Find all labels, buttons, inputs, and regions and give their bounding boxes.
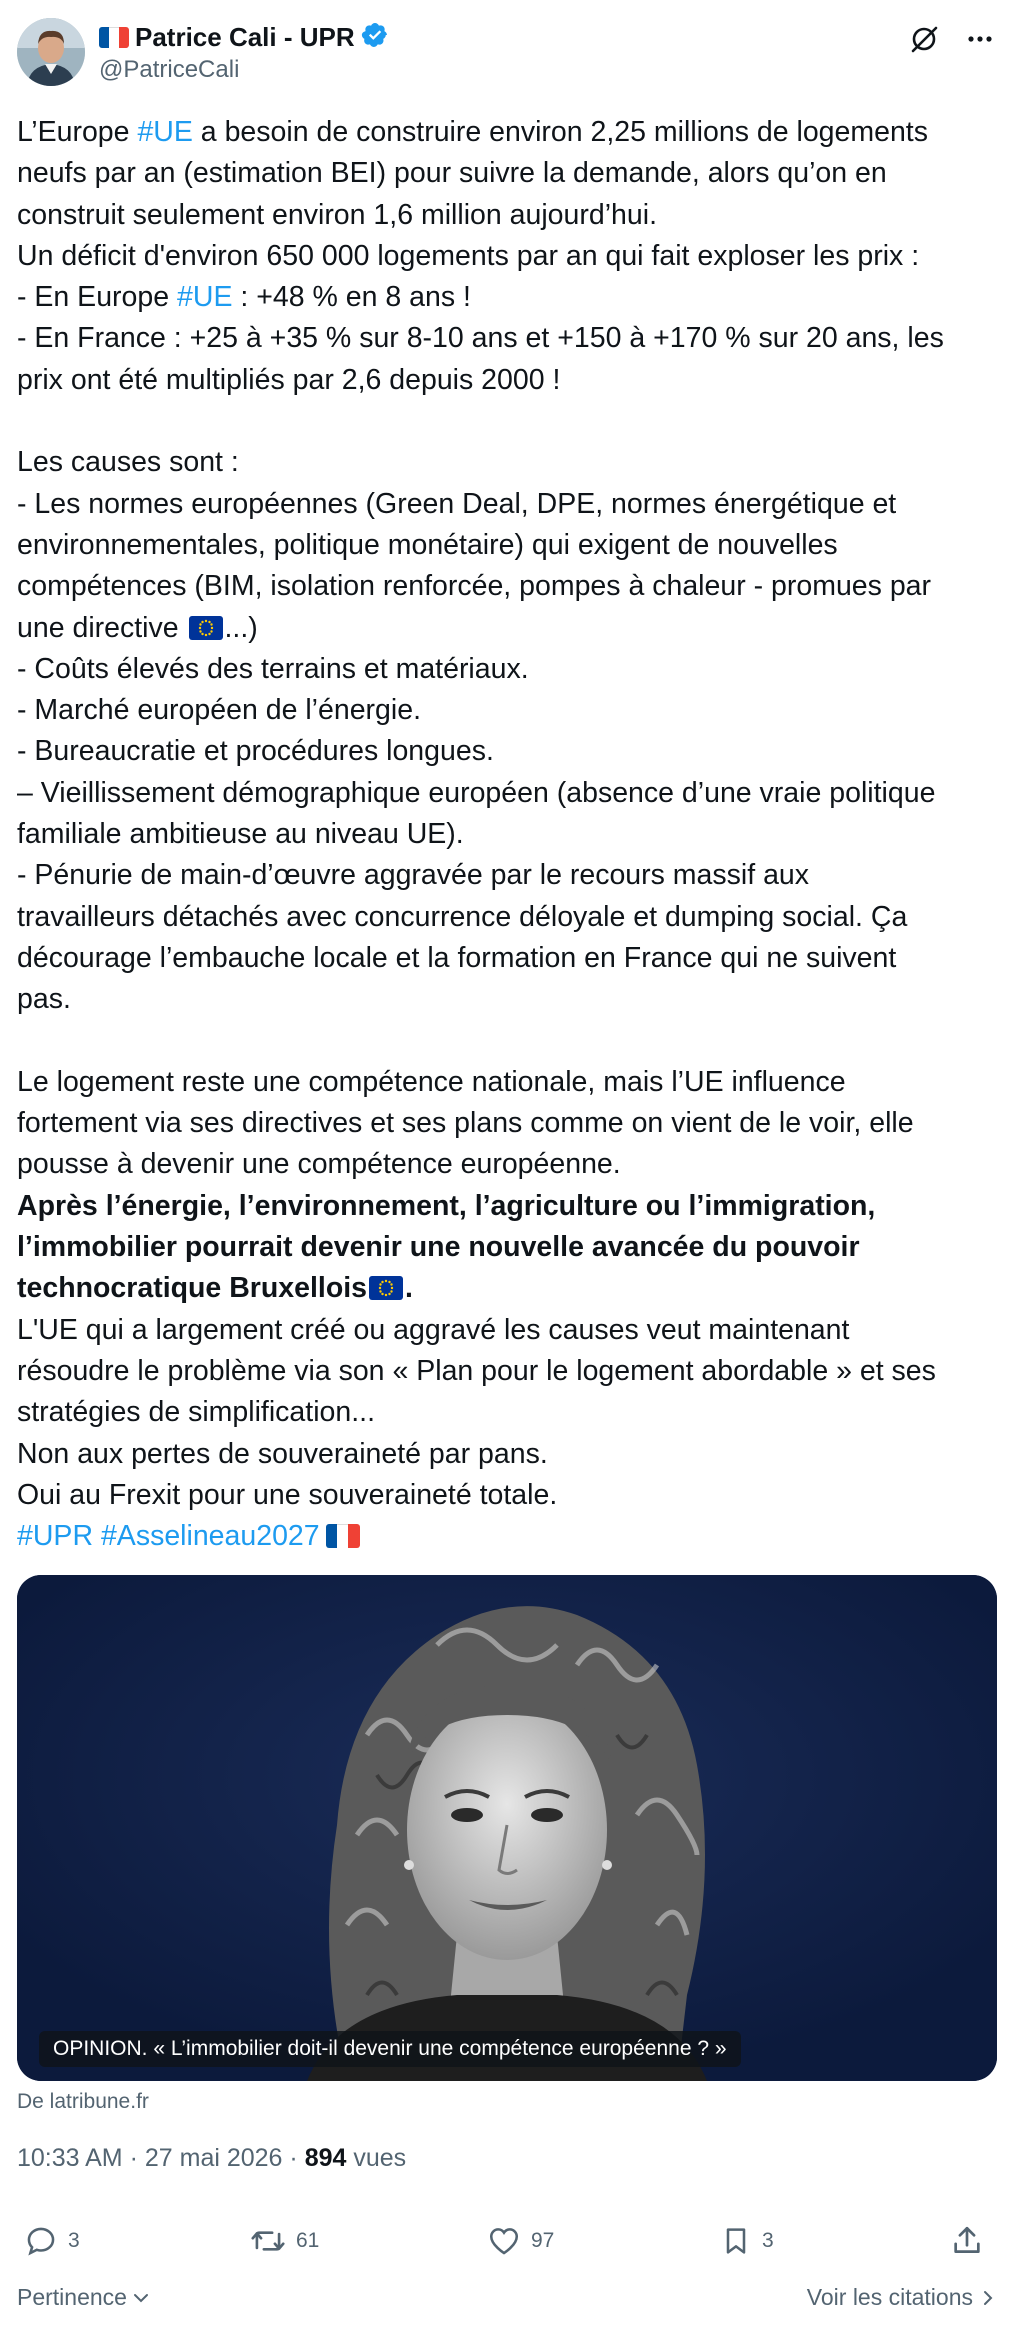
hashtag-link[interactable]: #UE xyxy=(137,116,193,148)
text-line: L'UE qui a largement créé ou aggravé les causes veut maintenant xyxy=(17,1313,850,1346)
text-line-bold: technocratique Bruxellois . xyxy=(17,1272,413,1305)
grok-icon[interactable] xyxy=(907,22,941,56)
hashtag-link[interactable]: #UPR xyxy=(17,1520,94,1553)
chevron-down-icon xyxy=(131,2288,151,2308)
text-line-bold: Après l’énergie, l’environnement, l’agriculture ou l’immigration, xyxy=(17,1189,876,1222)
france-flag-icon xyxy=(326,1524,360,1548)
post-date[interactable]: 27 mai 2026 xyxy=(144,2144,283,2172)
text-line: familiale ambitieuse au niveau UE). xyxy=(17,818,464,851)
text-line: Un déficit d'environ 650 000 logements par an qui fait exploser les prix : xyxy=(17,239,920,272)
verified-badge-icon[interactable] xyxy=(361,21,389,54)
text-line: - Les normes européennes (Green Deal, DPE, normes énergétique et xyxy=(17,487,897,520)
more-icon[interactable] xyxy=(963,22,997,56)
text-line: neufs par an (estimation BEI) pour suivre la demande, alors qu’on en xyxy=(17,157,887,190)
post-time[interactable]: 10:33 AM xyxy=(17,2144,123,2172)
author-display-name[interactable]: Patrice Cali - UPR xyxy=(135,21,355,52)
post-meta: 10:33 AM · 27 mai 2026 · 894 vues xyxy=(17,2144,407,2172)
action-bar xyxy=(24,2224,990,2268)
views-count: 894 xyxy=(304,2144,347,2172)
text-line: construit seulement environ 1,6 million aujourd’hui. xyxy=(17,198,658,231)
link-source[interactable]: De latribune.fr xyxy=(17,2090,149,2113)
heart-icon xyxy=(487,2224,521,2258)
text-line: stratégies de simplification... xyxy=(17,1396,375,1429)
media-caption: OPINION. « L’immobilier doit-il devenir une compétence européenne ? » xyxy=(39,2031,741,2067)
text-line: fortement via ses directives et ses plans comme on vient de le voir, elle xyxy=(17,1107,914,1140)
reply-button[interactable] xyxy=(24,2224,80,2258)
chevron-right-icon xyxy=(979,2288,997,2308)
link-card-image[interactable] xyxy=(17,1575,997,2081)
sort-label: Pertinence xyxy=(17,2284,127,2310)
share-button[interactable] xyxy=(950,2224,984,2258)
repost-button[interactable] xyxy=(250,2224,319,2258)
text-line: Le logement reste une compétence nationale, mais l’UE influence xyxy=(17,1065,846,1098)
like-count: 97 xyxy=(531,2229,555,2252)
text-line: compétences (BIM, isolation renforcée, pompes à chaleur - promues par xyxy=(17,570,932,603)
hashtag-line xyxy=(17,1516,997,1557)
text-line: - Marché européen de l’énergie. xyxy=(17,694,421,727)
avatar-image xyxy=(17,18,85,86)
views-label: vues xyxy=(346,2144,407,2172)
text-line: pas. xyxy=(17,983,71,1016)
text-line-bold: l’immobilier pourrait devenir une nouvelle avancée du pouvoir xyxy=(17,1231,860,1264)
like-button[interactable] xyxy=(487,2224,554,2258)
repost-count: 61 xyxy=(296,2229,320,2252)
text-line: Non aux pertes de souveraineté par pans. xyxy=(17,1437,548,1470)
share-icon xyxy=(950,2224,984,2258)
text-line: - Bureaucratie et procédures longues. xyxy=(17,735,494,768)
text-line: - Pénurie de main-d’œuvre aggravée par le recours massif aux xyxy=(17,859,810,892)
sort-dropdown[interactable] xyxy=(17,2284,151,2311)
replies-footer xyxy=(17,2284,997,2320)
text-line: Les causes sont : xyxy=(17,446,239,479)
text-line: pousse à devenir une compétence européenne. xyxy=(17,1148,621,1181)
reply-icon xyxy=(24,2224,58,2258)
text-line: – Vieillissement démographique européen (absence d’une vraie politique xyxy=(17,776,936,809)
author-handle[interactable]: @PatriceCali xyxy=(99,56,240,83)
eu-flag-icon xyxy=(369,1276,403,1300)
france-flag-icon xyxy=(99,27,129,48)
paragraph-gap xyxy=(17,1021,997,1062)
text-line: Oui au Frexit pour une souveraineté totale. xyxy=(17,1478,558,1511)
text-line: - En France : +25 à +35 % sur 8-10 ans et +150 à +170 % sur 20 ans, les xyxy=(17,322,944,355)
bookmark-count: 3 xyxy=(762,2229,774,2252)
avatar[interactable] xyxy=(17,18,85,86)
name-row xyxy=(99,20,389,54)
text-line: une directive ...) xyxy=(17,611,258,644)
post-header xyxy=(17,18,997,88)
view-quotes-label: Voir les citations xyxy=(806,2284,973,2310)
view-quotes-link[interactable] xyxy=(807,2284,997,2311)
reply-count: 3 xyxy=(68,2229,80,2252)
hashtag-link[interactable]: #Asselineau2027 xyxy=(100,1520,320,1553)
text-line: L’Europe #UE a besoin de construire environ 2,25 millions de logements xyxy=(17,116,928,148)
text-line: travailleurs détachés avec concurrence déloyale et dumping social. Ça xyxy=(17,900,908,933)
text-line: - En Europe #UE : +48 % en 8 ans ! xyxy=(17,281,471,314)
text-line: environnementales, politique monétaire) qui exigent de nouvelles xyxy=(17,528,838,561)
text-line: décourage l’embauche locale et la formation en France qui ne suivent xyxy=(17,941,897,974)
bookmark-icon xyxy=(720,2224,752,2258)
post-text xyxy=(17,112,997,1557)
text-line: - Coûts élevés des terrains et matériaux. xyxy=(17,652,529,685)
bookmark-button[interactable] xyxy=(720,2224,774,2258)
hashtag-link[interactable]: #UE xyxy=(177,281,233,314)
portrait-image xyxy=(17,1575,997,2081)
repost-icon xyxy=(250,2224,286,2258)
author-block xyxy=(99,20,389,84)
eu-flag-icon xyxy=(189,616,223,640)
header-actions xyxy=(907,22,997,56)
text-line: résoudre le problème via son « Plan pour le logement abordable » et ses xyxy=(17,1354,936,1387)
paragraph-gap xyxy=(17,401,997,442)
text-line: prix ont été multipliés par 2,6 depuis 2000 ! xyxy=(17,363,561,396)
